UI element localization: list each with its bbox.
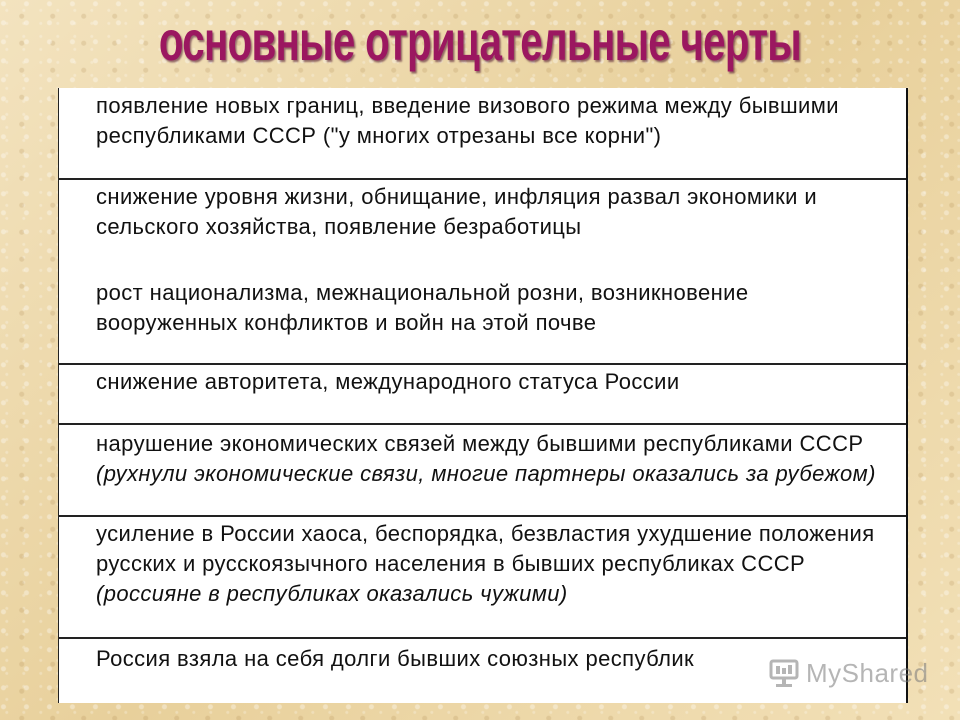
presentation-board-icon bbox=[768, 658, 800, 688]
row-note: (россияне в республиках оказались чужими) bbox=[96, 581, 568, 606]
table-row bbox=[59, 365, 906, 425]
watermark-text: MyShared bbox=[806, 657, 929, 688]
negative-traits-table bbox=[58, 88, 908, 703]
row-text: снижение уровня жизни, обнищание, инфляция развал экономики и сельского хозяйства, появление безработицы bbox=[96, 184, 818, 239]
slide-title bbox=[0, 4, 960, 76]
table-row bbox=[59, 273, 906, 365]
row-text: усиление в России хаоса, беспорядка, безвластия ухудшение положения русских и русскоязычного населения в бывших республиках СССР bbox=[96, 521, 875, 576]
row-note: (рухнули экономические связи, многие партнеры оказались за рубежом) bbox=[96, 461, 876, 486]
table-row bbox=[59, 425, 906, 517]
row-text: Россия взяла на себя долги бывших союзных республик bbox=[96, 646, 695, 671]
row-text: нарушение экономических связей между бывшими республиками СССР bbox=[96, 431, 864, 456]
row-text: появление новых границ, введение визового режима между бывшими республиками СССР ("у многих отрезаны все корни") bbox=[96, 93, 839, 148]
slide-title-text: основные отрицательные черты bbox=[158, 8, 802, 72]
watermark-logo bbox=[768, 656, 929, 690]
table-row bbox=[59, 517, 906, 639]
row-text: снижение авторитета, международного статуса России bbox=[96, 369, 680, 394]
row-text: рост национализма, межнациональной розни, возникновение вооруженных конфликтов и войн на этой почве bbox=[96, 280, 749, 335]
table-row bbox=[59, 88, 906, 180]
